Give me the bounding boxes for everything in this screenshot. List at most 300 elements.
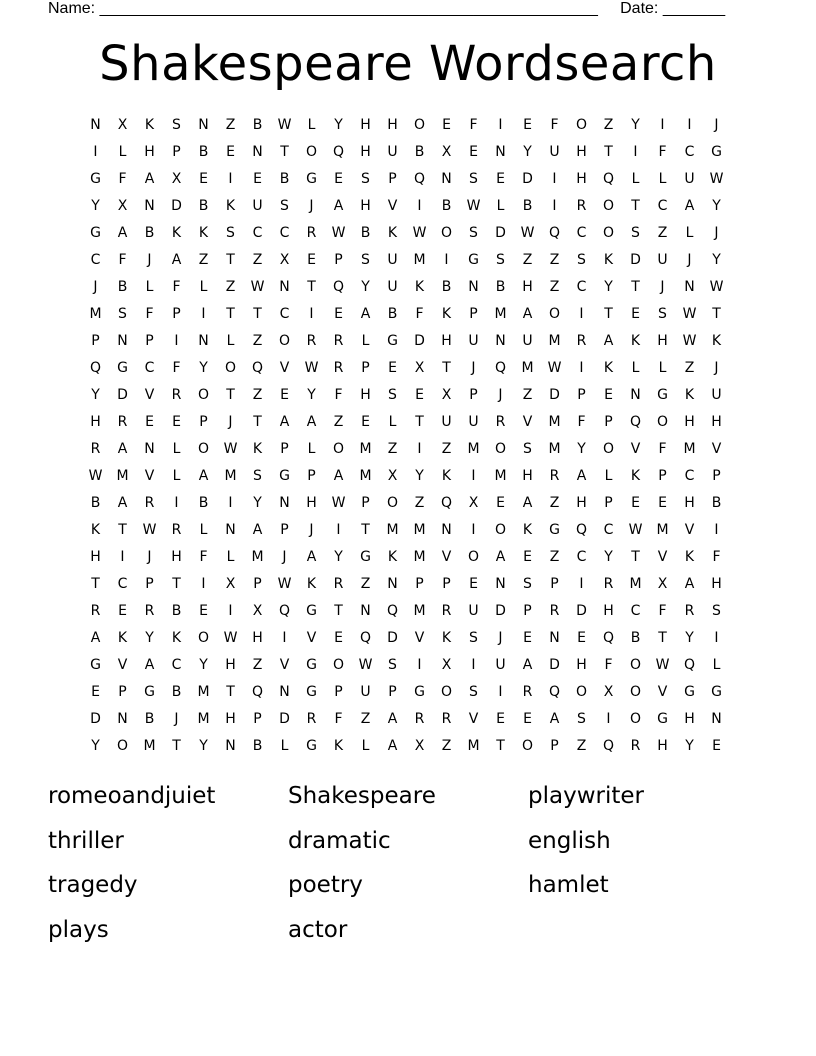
grid-cell: Z	[441, 441, 452, 457]
grid-row	[82, 193, 730, 220]
grid-cell: D	[279, 711, 290, 727]
grid-cell: N	[441, 171, 452, 187]
grid-cell: H	[522, 279, 533, 295]
word-list-item: playwriter	[528, 783, 644, 809]
grid-cell: B	[279, 171, 290, 187]
grid-cell: F	[334, 711, 343, 727]
grid-cell: V	[387, 198, 398, 214]
grid-cell: T	[226, 387, 235, 403]
grid-cell: I	[174, 333, 179, 349]
grid-cell: H	[711, 414, 722, 430]
grid-cell: T	[118, 522, 127, 538]
grid-cell: G	[414, 684, 425, 700]
grid-cell: Z	[225, 279, 236, 295]
grid-cell: H	[684, 711, 695, 727]
grid-cell: I	[201, 306, 206, 322]
grid-cell: H	[90, 549, 101, 565]
grid-cell: D	[117, 387, 128, 403]
grid-cell: G	[684, 684, 695, 700]
grid-cell: P	[604, 495, 613, 511]
grid-cell: T	[172, 576, 181, 592]
grid-cell: N	[252, 144, 263, 160]
grid-cell: O	[521, 738, 534, 754]
grid-cell: O	[305, 144, 318, 160]
grid-cell: I	[579, 576, 584, 592]
grid-cell: A	[684, 576, 695, 592]
grid-cell: F	[199, 549, 208, 565]
grid-cell: C	[576, 279, 587, 295]
grid-cell: Q	[440, 495, 453, 511]
grid-cell: R	[684, 603, 695, 619]
grid-cell: A	[522, 306, 533, 322]
grid-cell: Q	[548, 684, 561, 700]
grid-cell: C	[603, 522, 614, 538]
grid-cell: V	[306, 630, 317, 646]
grid-cell: B	[117, 279, 128, 295]
grid-cell: V	[684, 522, 695, 538]
grid-cell: E	[712, 738, 721, 754]
grid-cell: T	[361, 522, 370, 538]
grid-cell: P	[307, 468, 316, 484]
grid-row	[82, 139, 730, 166]
grid-cell: H	[576, 495, 587, 511]
grid-cell: X	[117, 198, 128, 214]
grid-row	[82, 571, 730, 598]
grid-cell: E	[334, 306, 343, 322]
grid-cell: V	[711, 441, 722, 457]
grid-cell: P	[658, 468, 667, 484]
grid-cell: I	[201, 576, 206, 592]
grid-cell: X	[441, 387, 452, 403]
grid-cell: C	[684, 468, 695, 484]
grid-row	[82, 355, 730, 382]
grid-cell: N	[630, 387, 641, 403]
grid-cell: M	[548, 333, 561, 349]
grid-cell: T	[280, 144, 289, 160]
grid-cell: J	[498, 387, 503, 403]
grid-cell: U	[468, 333, 479, 349]
grid-cell: O	[602, 225, 615, 241]
grid-cell: O	[629, 684, 642, 700]
grid-cell: A	[549, 711, 560, 727]
grid-cell: G	[549, 522, 560, 538]
grid-cell: J	[147, 252, 152, 268]
grid-cell: F	[577, 414, 586, 430]
grid-cell: H	[603, 603, 614, 619]
grid-cell: C	[576, 225, 587, 241]
grid-cell: W	[682, 333, 697, 349]
grid-cell: L	[631, 171, 640, 187]
grid-cell: Q	[683, 657, 696, 673]
grid-cell: V	[117, 657, 128, 673]
grid-cell: U	[387, 279, 398, 295]
grid-cell: E	[307, 252, 316, 268]
grid-cell: Z	[603, 117, 614, 133]
grid-cell: H	[225, 657, 236, 673]
grid-cell: M	[413, 603, 426, 619]
grid-cell: A	[603, 333, 614, 349]
grid-cell: E	[496, 711, 505, 727]
grid-cell: C	[684, 144, 695, 160]
grid-cell: H	[657, 333, 668, 349]
grid-cell: M	[656, 522, 669, 538]
grid-cell: S	[361, 252, 370, 268]
grid-cell: M	[521, 360, 534, 376]
grid-cell: L	[172, 441, 181, 457]
page-title: Shakespeare Wordsearch	[99, 36, 717, 92]
grid-cell: K	[684, 387, 695, 403]
grid-cell: X	[414, 360, 425, 376]
grid-cell: R	[576, 333, 587, 349]
grid-cell: G	[279, 468, 290, 484]
grid-cell: N	[279, 684, 290, 700]
date-label: Date:	[620, 0, 659, 17]
grid-cell: R	[171, 522, 182, 538]
grid-cell: K	[603, 252, 614, 268]
grid-cell: M	[116, 468, 129, 484]
grid-cell: U	[549, 144, 560, 160]
grid-cell: D	[495, 225, 506, 241]
grid-cell: O	[197, 630, 210, 646]
grid-cell: P	[550, 576, 559, 592]
grid-cell: L	[361, 333, 370, 349]
grid-cell: D	[549, 387, 560, 403]
grid-cell: Y	[334, 117, 343, 133]
grid-cell: E	[172, 414, 181, 430]
grid-cell: X	[441, 144, 452, 160]
grid-cell: P	[577, 387, 586, 403]
grid-cell: O	[629, 657, 642, 673]
grid-cell: O	[197, 441, 210, 457]
grid-cell: C	[576, 549, 587, 565]
grid-cell: W	[709, 279, 724, 295]
grid-cell: G	[306, 738, 317, 754]
grid-cell: V	[522, 414, 533, 430]
grid-cell: E	[631, 306, 640, 322]
grid-cell: K	[603, 360, 614, 376]
grid-cell: H	[252, 630, 263, 646]
grid-cell: G	[90, 657, 101, 673]
grid-cell: W	[223, 441, 238, 457]
grid-cell: Y	[91, 198, 100, 214]
grid-cell: I	[687, 117, 692, 133]
grid-cell: M	[494, 468, 507, 484]
grid-cell: Q	[332, 144, 345, 160]
grid-cell: G	[144, 684, 155, 700]
grid-cell: T	[415, 414, 424, 430]
grid-cell: R	[603, 576, 614, 592]
grid-cell: I	[93, 144, 98, 160]
grid-cell: E	[145, 414, 154, 430]
grid-cell: S	[658, 306, 667, 322]
grid-cell: L	[172, 468, 181, 484]
grid-cell: M	[413, 549, 426, 565]
grid-cell: W	[142, 522, 157, 538]
grid-cell: U	[387, 252, 398, 268]
grid-cell: L	[307, 117, 316, 133]
grid-cell: O	[224, 360, 237, 376]
grid-cell: R	[90, 441, 101, 457]
grid-cell: B	[711, 495, 722, 511]
grid-cell: X	[387, 468, 398, 484]
grid-cell: L	[199, 279, 208, 295]
grid-cell: V	[144, 387, 155, 403]
grid-cell: K	[117, 630, 128, 646]
grid-cell: B	[441, 279, 452, 295]
word-list-item: thriller	[48, 827, 124, 854]
grid-cell: Z	[252, 387, 263, 403]
grid-row	[82, 490, 730, 517]
grid-cell: Q	[278, 603, 291, 619]
grid-cell: T	[253, 306, 262, 322]
grid-cell: K	[522, 522, 533, 538]
grid-cell: T	[307, 279, 316, 295]
grid-cell: P	[415, 576, 424, 592]
grid-cell: G	[360, 549, 371, 565]
grid-cell: O	[575, 684, 588, 700]
grid-cell: N	[711, 711, 722, 727]
grid-cell: J	[687, 252, 692, 268]
grid-cell: N	[279, 279, 290, 295]
grid-cell: X	[279, 252, 290, 268]
grid-cell: A	[306, 549, 317, 565]
grid-cell: C	[171, 657, 182, 673]
grid-cell: Z	[387, 441, 398, 457]
grid-cell: S	[469, 171, 478, 187]
grid-cell: F	[118, 171, 127, 187]
grid-cell: Z	[576, 738, 587, 754]
grid-cell: Y	[577, 441, 586, 457]
grid-cell: I	[417, 198, 422, 214]
grid-cell: Q	[494, 360, 507, 376]
grid-cell: V	[468, 711, 479, 727]
grid-cell: A	[333, 198, 344, 214]
grid-cell: F	[145, 306, 154, 322]
grid-row	[82, 382, 730, 409]
grid-cell: K	[144, 117, 155, 133]
grid-cell: P	[145, 576, 154, 592]
grid-cell: Q	[332, 279, 345, 295]
grid-cell: H	[576, 657, 587, 673]
grid-cell: I	[471, 657, 476, 673]
grid-cell: T	[658, 630, 667, 646]
grid-cell: E	[496, 171, 505, 187]
grid-cell: O	[278, 333, 291, 349]
grid-cell: V	[657, 684, 668, 700]
grid-cell: H	[225, 711, 236, 727]
grid-cell: M	[89, 306, 102, 322]
grid-cell: E	[280, 387, 289, 403]
grid-cell: R	[414, 711, 425, 727]
grid-cell: P	[253, 711, 262, 727]
grid-cell: Y	[712, 252, 721, 268]
name-blank: ________________________________________________________	[99, 0, 598, 17]
grid-cell: H	[360, 387, 371, 403]
grid-cell: T	[631, 279, 640, 295]
grid-cell: X	[657, 576, 668, 592]
word-list-item: hamlet	[528, 872, 609, 898]
grid-cell: U	[522, 333, 533, 349]
grid-cell: Q	[575, 522, 588, 538]
grid-cell: O	[197, 387, 210, 403]
grid-cell: V	[144, 468, 155, 484]
grid-cell: Z	[549, 252, 560, 268]
grid-cell: M	[197, 711, 210, 727]
grid-cell: R	[306, 225, 317, 241]
grid-cell: I	[660, 117, 665, 133]
grid-cell: Y	[523, 144, 532, 160]
grid-cell: E	[388, 360, 397, 376]
grid-cell: M	[548, 441, 561, 457]
grid-cell: I	[714, 630, 719, 646]
grid-cell: E	[199, 171, 208, 187]
grid-cell: N	[117, 711, 128, 727]
grid-cell: A	[117, 225, 128, 241]
grid-cell: U	[468, 603, 479, 619]
grid-cell: J	[471, 360, 476, 376]
grid-cell: K	[171, 630, 182, 646]
grid-cell: L	[712, 657, 721, 673]
grid-cell: N	[198, 117, 209, 133]
grid-cell: O	[440, 684, 453, 700]
grid-cell: A	[387, 738, 398, 754]
grid-cell: R	[549, 603, 560, 619]
grid-cell: D	[630, 252, 641, 268]
grid-cell: Z	[252, 657, 263, 673]
grid-cell: I	[228, 603, 233, 619]
grid-cell: D	[549, 657, 560, 673]
grid-cell: U	[684, 171, 695, 187]
grid-cell: K	[414, 279, 425, 295]
grid-cell: R	[495, 414, 506, 430]
grid-cell: N	[387, 576, 398, 592]
grid-cell: P	[469, 306, 478, 322]
grid-cell: Z	[549, 495, 560, 511]
grid-cell: M	[467, 441, 480, 457]
grid-cell: E	[442, 117, 451, 133]
grid-cell: E	[631, 495, 640, 511]
grid-cell: E	[361, 414, 370, 430]
grid-cell: K	[630, 468, 641, 484]
grid-cell: J	[660, 279, 665, 295]
grid-cell: J	[228, 414, 233, 430]
grid-cell: T	[226, 252, 235, 268]
word-list-item: plays	[48, 916, 109, 943]
grid-cell: T	[631, 549, 640, 565]
word-list-item: dramatic	[288, 827, 391, 854]
grid-cell: D	[414, 333, 425, 349]
grid-cell: J	[714, 117, 719, 133]
grid-cell: Y	[604, 549, 613, 565]
grid-row	[82, 301, 730, 328]
grid-cell: D	[90, 711, 101, 727]
grid-cell: Y	[631, 117, 640, 133]
grid-cell: E	[334, 630, 343, 646]
grid-cell: U	[387, 144, 398, 160]
grid-cell: G	[306, 657, 317, 673]
word-list-item: actor	[288, 916, 348, 943]
grid-cell: H	[576, 144, 587, 160]
grid-cell: J	[174, 711, 179, 727]
grid-cell: I	[714, 522, 719, 538]
grid-cell: A	[279, 414, 290, 430]
grid-cell: S	[712, 603, 721, 619]
grid-cell: Y	[199, 738, 208, 754]
grid-cell: X	[117, 117, 128, 133]
grid-cell: D	[522, 171, 533, 187]
grid-cell: H	[360, 144, 371, 160]
grid-cell: W	[277, 576, 292, 592]
grid-cell: P	[172, 306, 181, 322]
grid-cell: P	[388, 171, 397, 187]
grid-cell: K	[198, 225, 209, 241]
grid-cell: I	[471, 468, 476, 484]
grid-cell: T	[442, 360, 451, 376]
word-list-item: poetry	[288, 872, 363, 898]
grid-cell: N	[144, 441, 155, 457]
grid-cell: L	[388, 414, 397, 430]
grid-cell: W	[412, 225, 427, 241]
grid-cell: W	[628, 522, 643, 538]
grid-cell: B	[144, 711, 155, 727]
grid-cell: N	[495, 144, 506, 160]
grid-cell: S	[631, 225, 640, 241]
grid-cell: S	[496, 252, 505, 268]
grid-cell: G	[657, 711, 668, 727]
grid-cell: Y	[199, 360, 208, 376]
grid-cell: I	[579, 306, 584, 322]
grid-cell: U	[360, 684, 371, 700]
grid-cell: W	[304, 360, 319, 376]
grid-cell: J	[93, 279, 98, 295]
grid-cell: M	[467, 738, 480, 754]
grid-cell: E	[469, 576, 478, 592]
grid-cell: G	[117, 360, 128, 376]
grid-cell: Y	[199, 657, 208, 673]
grid-cell: A	[306, 414, 317, 430]
grid-cell: L	[145, 279, 154, 295]
grid-cell: B	[252, 117, 263, 133]
grid-cell: S	[280, 198, 289, 214]
grid-cell: Q	[251, 360, 264, 376]
grid-cell: N	[360, 603, 371, 619]
grid-cell: N	[279, 495, 290, 511]
grid-cell: N	[468, 279, 479, 295]
grid-cell: P	[118, 684, 127, 700]
grid-cell: K	[90, 522, 101, 538]
grid-cell: U	[711, 387, 722, 403]
grid-cell: Z	[549, 549, 560, 565]
grid-cell: E	[91, 684, 100, 700]
grid-cell: T	[712, 306, 721, 322]
grid-cell: C	[279, 225, 290, 241]
grid-cell: G	[306, 603, 317, 619]
grid-cell: B	[144, 225, 155, 241]
grid-cell: S	[469, 630, 478, 646]
grid-cell: F	[172, 279, 181, 295]
grid-cell: N	[441, 522, 452, 538]
grid-cell: P	[91, 333, 100, 349]
grid-cell: Y	[604, 279, 613, 295]
grid-cell: P	[172, 144, 181, 160]
grid-cell: E	[469, 144, 478, 160]
grid-cell: S	[577, 711, 586, 727]
grid-row	[82, 679, 730, 706]
grid-cell: D	[171, 198, 182, 214]
grid-cell: K	[387, 225, 398, 241]
grid-cell: Z	[549, 279, 560, 295]
grid-cell: F	[118, 252, 127, 268]
